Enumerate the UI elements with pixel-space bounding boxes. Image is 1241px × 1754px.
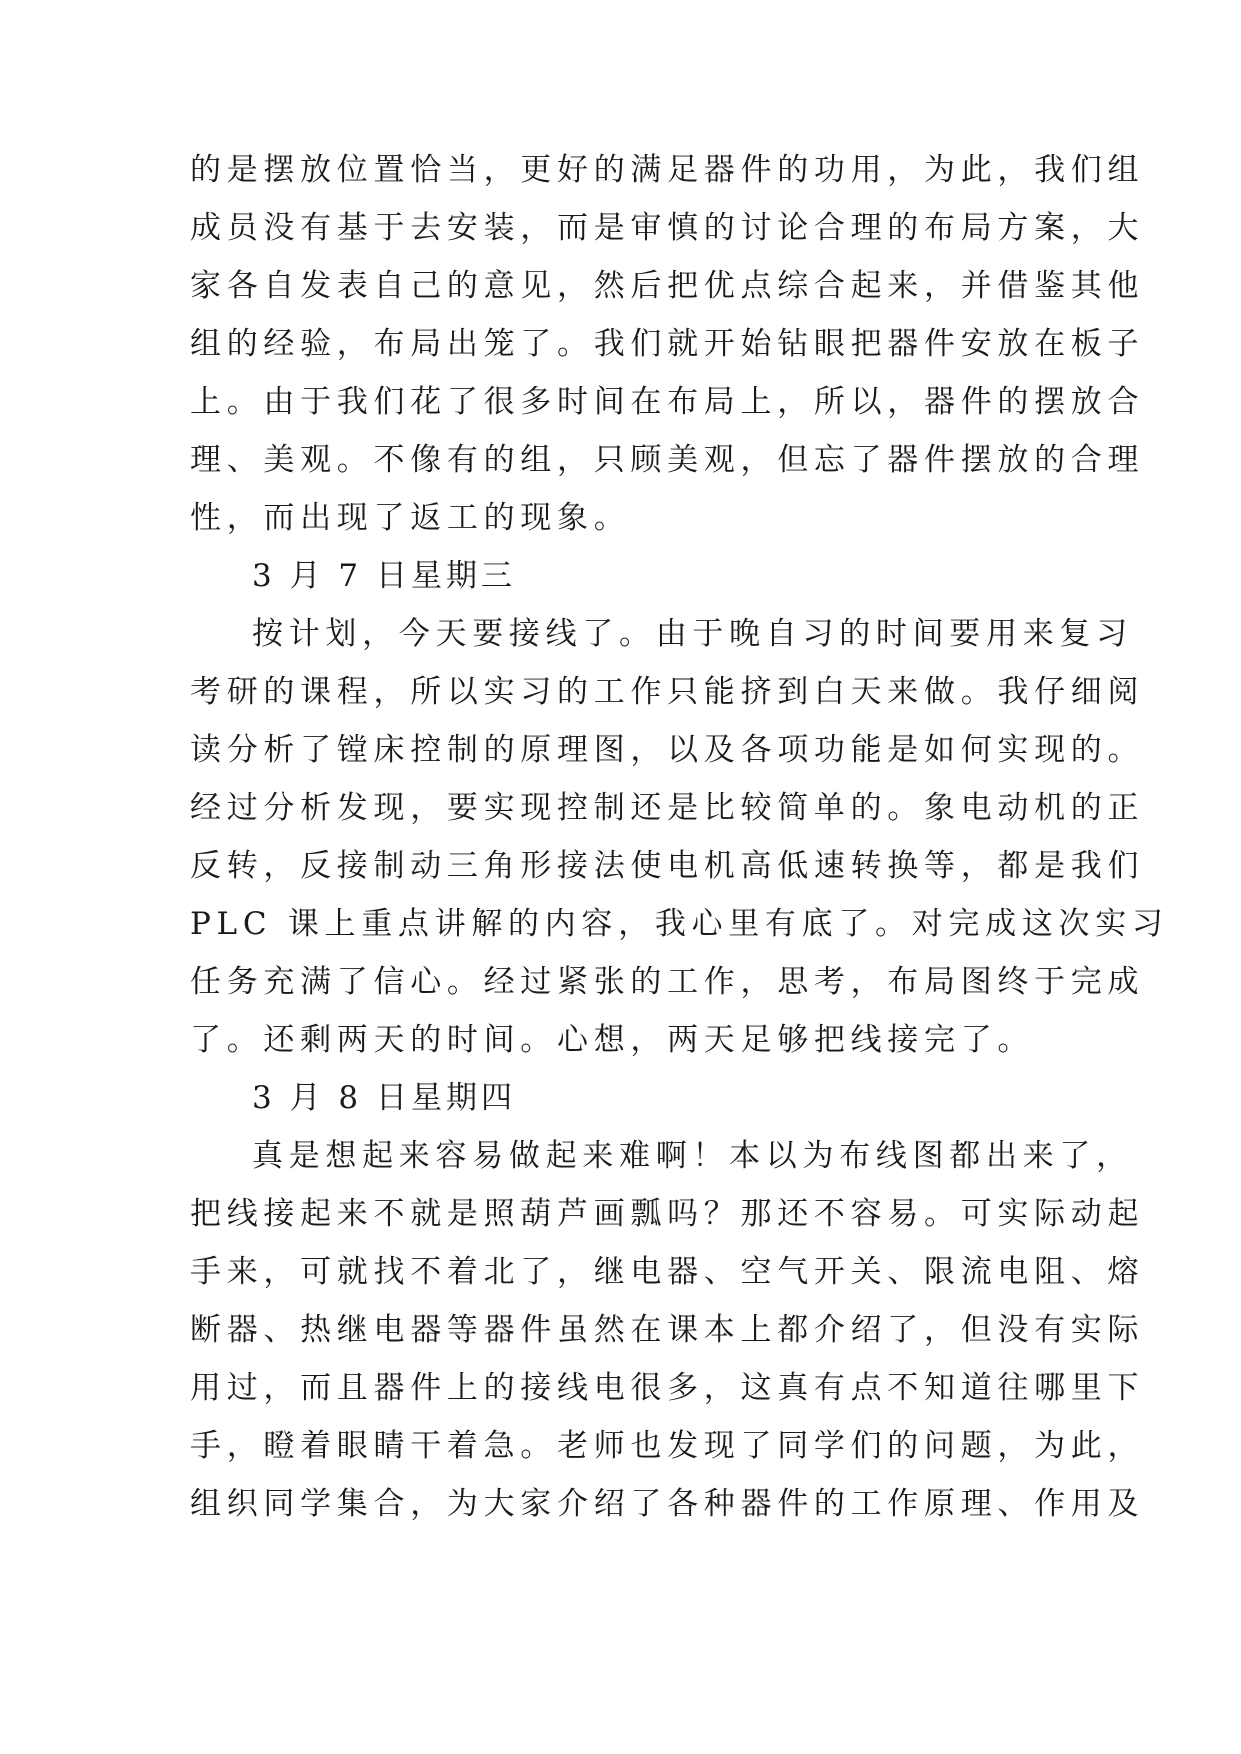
paragraph-first-line: 真是想起来容易做起来难啊！本以为布线图都出来了， <box>252 1138 1133 1174</box>
text-line: 理、美观。不像有的组，只顾美观，但忘了器件摆放的合理 <box>190 442 1145 478</box>
text-line: 组的经验，布局出笼了。我们就开始钻眼把器件安放在板子 <box>190 326 1145 362</box>
date-heading: 3 月 7 日星期三 <box>252 558 517 594</box>
text-line: 家各自发表自己的意见，然后把优点综合起来，并借鉴其他 <box>190 268 1145 304</box>
text-line: 读分析了镗床控制的原理图，以及各项功能是如何实现的。 <box>190 732 1145 768</box>
text-line: PLC 课上重点讲解的内容，我心里有底了。对完成这次实习 <box>190 906 1169 942</box>
date-heading: 3 月 8 日星期四 <box>252 1080 517 1116</box>
text-line: 经过分析发现，要实现控制还是比较简单的。象电动机的正 <box>190 790 1145 826</box>
text-line: 反转，反接制动三角形接法使电机高低速转换等，都是我们 <box>190 848 1145 884</box>
text-line: 的是摆放位置恰当，更好的满足器件的功用，为此，我们组 <box>190 152 1145 188</box>
text-line: 手，瞪着眼睛干着急。老师也发现了同学们的问题，为此， <box>190 1428 1145 1464</box>
text-line: 性，而出现了返工的现象。 <box>190 500 631 536</box>
text-line: 考研的课程，所以实习的工作只能挤到白天来做。我仔细阅 <box>190 674 1145 710</box>
text-line: 把线接起来不就是照葫芦画瓢吗？那还不容易。可实际动起 <box>190 1196 1145 1232</box>
text-line: 手来，可就找不着北了，继电器、空气开关、限流电阻、熔 <box>190 1254 1145 1290</box>
text-line: 任务充满了信心。经过紧张的工作，思考，布局图终于完成 <box>190 964 1145 1000</box>
text-line: 了。还剩两天的时间。心想，两天足够把线接完了。 <box>190 1022 1035 1058</box>
text-line: 用过，而且器件上的接线电很多，这真有点不知道往哪里下 <box>190 1370 1145 1406</box>
text-line: 上。由于我们花了很多时间在布局上，所以，器件的摆放合 <box>190 384 1145 420</box>
text-line: 成员没有基于去安装，而是审慎的讨论合理的布局方案，大 <box>190 210 1145 246</box>
text-line: 断器、热继电器等器件虽然在课本上都介绍了，但没有实际 <box>190 1312 1145 1348</box>
paragraph-first-line: 按计划，今天要接线了。由于晚自习的时间要用来复习 <box>252 616 1133 652</box>
text-line: 组织同学集合，为大家介绍了各种器件的工作原理、作用及 <box>190 1486 1145 1522</box>
